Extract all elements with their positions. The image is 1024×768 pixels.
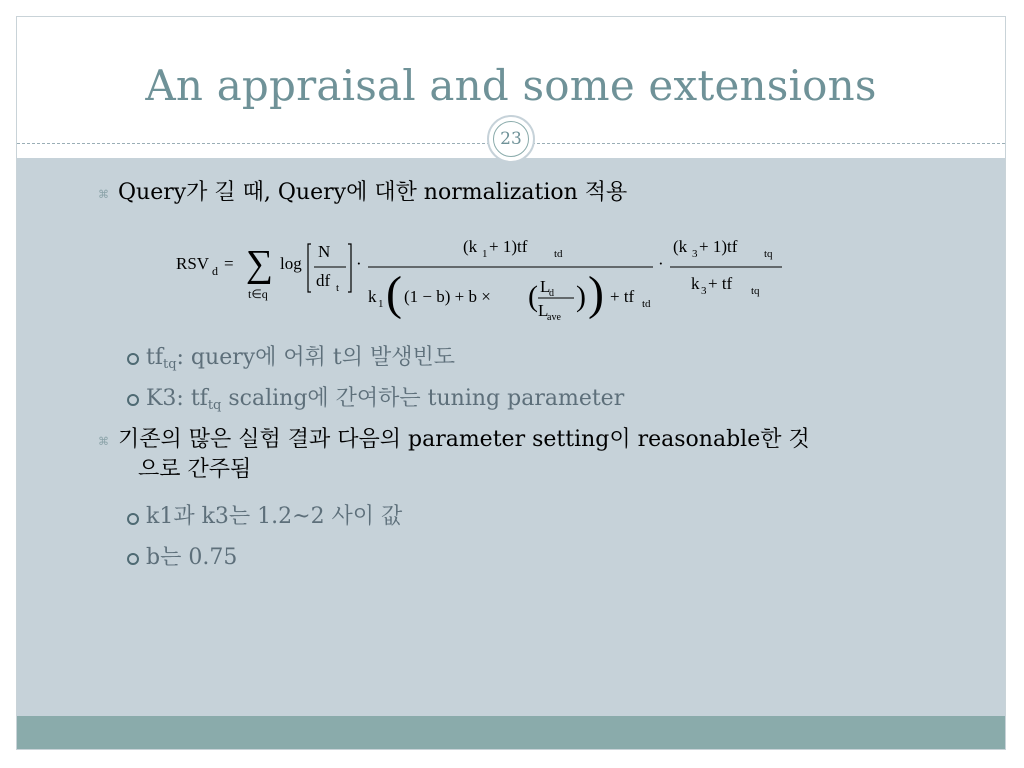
formula-num1: (k: [463, 237, 478, 256]
formula-den-tail-sub: td: [642, 298, 651, 310]
sub-bullet-2-1: k1과 k3는 1.2~2 사이 값: [146, 504, 403, 529]
sub-bullet-2-2: b는 0.75: [146, 545, 238, 570]
formula-L: L: [540, 277, 551, 296]
formula-Lave-sub: ave: [547, 312, 561, 323]
formula-df-sub: t: [336, 282, 340, 294]
page-number-badge: [487, 115, 535, 163]
sub-bullet-icon: [127, 394, 139, 406]
svg-text:·: ·: [356, 254, 362, 273]
sub-bullet-icon: [127, 513, 139, 525]
svg-text:·: ·: [658, 254, 664, 273]
sub-bullet-1-1: $tf_{tq}$: query에 어휘 t의 발생빈도: [146, 345, 455, 372]
formula-num2-sub2: tq: [764, 248, 773, 260]
formula-den-tail: + tf: [610, 287, 635, 306]
formula-num2-post: + 1)tf: [699, 237, 738, 256]
formula-log: log: [280, 254, 302, 273]
formula-num1-sub2: td: [554, 248, 563, 260]
formula-df: df: [316, 271, 331, 290]
formula-num1-post: + 1)tf: [489, 237, 528, 256]
formula-den-inner: (1 − b) + b ×: [404, 287, 491, 306]
formula-den2-post: + tf: [708, 274, 733, 293]
svg-text:): ): [588, 267, 604, 320]
svg-text:(: (: [528, 280, 538, 313]
formula-num2-sub: 3: [692, 248, 698, 260]
bullet-icon: ⌘: [98, 188, 109, 201]
svg-text:(: (: [386, 267, 402, 320]
formula-den-k-sub: 1: [378, 298, 384, 310]
bullet-icon: ⌘: [98, 435, 109, 448]
slide-title: An appraisal and some extensions: [145, 61, 877, 110]
bm25-formula: [158, 212, 788, 327]
formula-rsv-sub: d: [212, 264, 218, 278]
formula-L-sub: d: [549, 288, 554, 299]
formula-N: N: [318, 242, 331, 261]
sub-bullet-1-2: K3: $tf_{tq}$ scaling에 간여하는 tuning parameter: [146, 386, 625, 413]
formula-sum-sub: t∈q: [248, 287, 268, 301]
formula-den2-sub2: tq: [751, 285, 760, 297]
formula-den2: k: [691, 274, 700, 293]
bullet-2-line1: 기존의 많은 실험 결과 다음의 parameter setting이 reasonable한 것: [118, 427, 810, 452]
svg-text:): ): [576, 280, 586, 313]
formula-Lave: L: [538, 301, 549, 320]
formula-sum-sign: ∑: [246, 243, 274, 285]
page-number: 23: [493, 121, 529, 157]
footer-band: [17, 716, 1005, 750]
bullet-2-line2: 으로 간주됨: [138, 457, 252, 482]
slide: [16, 16, 1006, 750]
sub-bullet-icon: [127, 553, 139, 565]
bullet-1-text: Query가 길 때, Query에 대한 normalization 적용: [118, 180, 628, 205]
sub-bullet-icon: [127, 353, 139, 365]
formula-num2: (k: [673, 237, 688, 256]
svg-text:=: =: [224, 254, 234, 273]
formula-rsv: RSV: [176, 254, 210, 273]
formula-den2-sub: 3: [701, 285, 707, 297]
formula-num1-sub: 1: [482, 248, 488, 260]
formula-den-k: k: [368, 287, 377, 306]
